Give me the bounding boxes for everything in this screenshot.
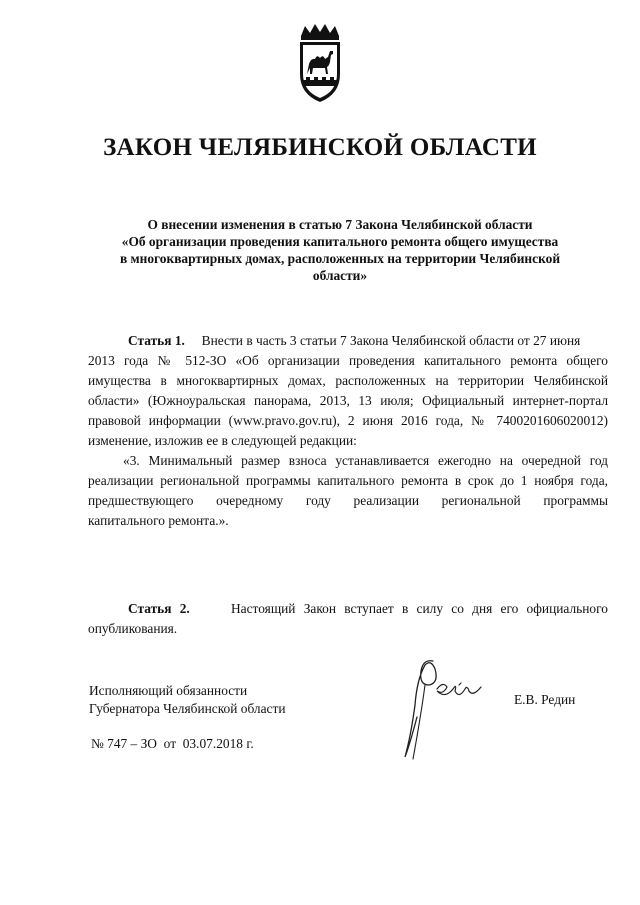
quoted-amendment-line: капитального ремонта.». [88,513,229,528]
article-2-first-line [88,599,608,619]
article-2 [88,599,608,639]
subject-line: в многоквартирных домах, расположенных на территории Челябинской [119,251,561,266]
article-2-text: Настоящий Закон вступает в силу со дня его официального [230,601,608,616]
article-1-line: правовой информации (www.pravo.gov.ru), 2 июня 2016 года, № 7400201606020012) [88,413,608,428]
subject-line: «Об организации проведения капитального ремонта общего имущества [121,234,559,249]
registration-number: № 747 – ЗО от 03.07.2018 г. [91,736,254,751]
article-1-line: изменение, изложив ее в следующей редакции: [88,433,357,448]
signer-name: Е.В. Редин [514,692,576,707]
article-1 [88,331,608,531]
article-1-text: Внести в часть 3 статьи 7 Закона Челябинской области от 27 июня [201,333,581,348]
article-1-line: имущества в многоквартирных домах, расположенных на территории Челябинской [88,373,608,388]
article-2-heading: Статья 2. [128,601,190,616]
article-1-heading: Статья 1. [128,333,185,348]
article-1-line: области» (Южноуральская панорама, 2013, 13 июля; Официальный интернет-портал [88,393,608,408]
quoted-amendment-line: реализации региональной программы капитального ремонта в срок до 1 ноября года, [88,473,608,488]
article-2-line: опубликования. [88,621,178,636]
signer-position-line: Исполняющий обязанности [89,683,248,698]
chelyabinsk-coat-of-arms-icon [295,24,345,104]
article-1-line: 2013 года № 512-ЗО «Об организации проведения капитального ремонта общего [88,353,608,368]
handwritten-signature [395,655,510,765]
signer-position [89,682,349,718]
quoted-amendment-first-line: «3. Минимальный размер взноса устанавливается ежегодно на очередной год [123,453,608,468]
quoted-amendment-line: предшествующего очередному году реализации региональной программы [88,493,608,508]
article-1-first-line [88,331,608,351]
subject-line: О внесении изменения в статью 7 Закона Челябинской области [147,217,533,232]
law-subject [80,216,600,284]
signer-position-line: Губернатора Челябинской области [89,701,286,716]
subject-line: области» [312,268,368,283]
document-title: ЗАКОН ЧЕЛЯБИНСКОЙ ОБЛАСТИ [103,134,537,161]
